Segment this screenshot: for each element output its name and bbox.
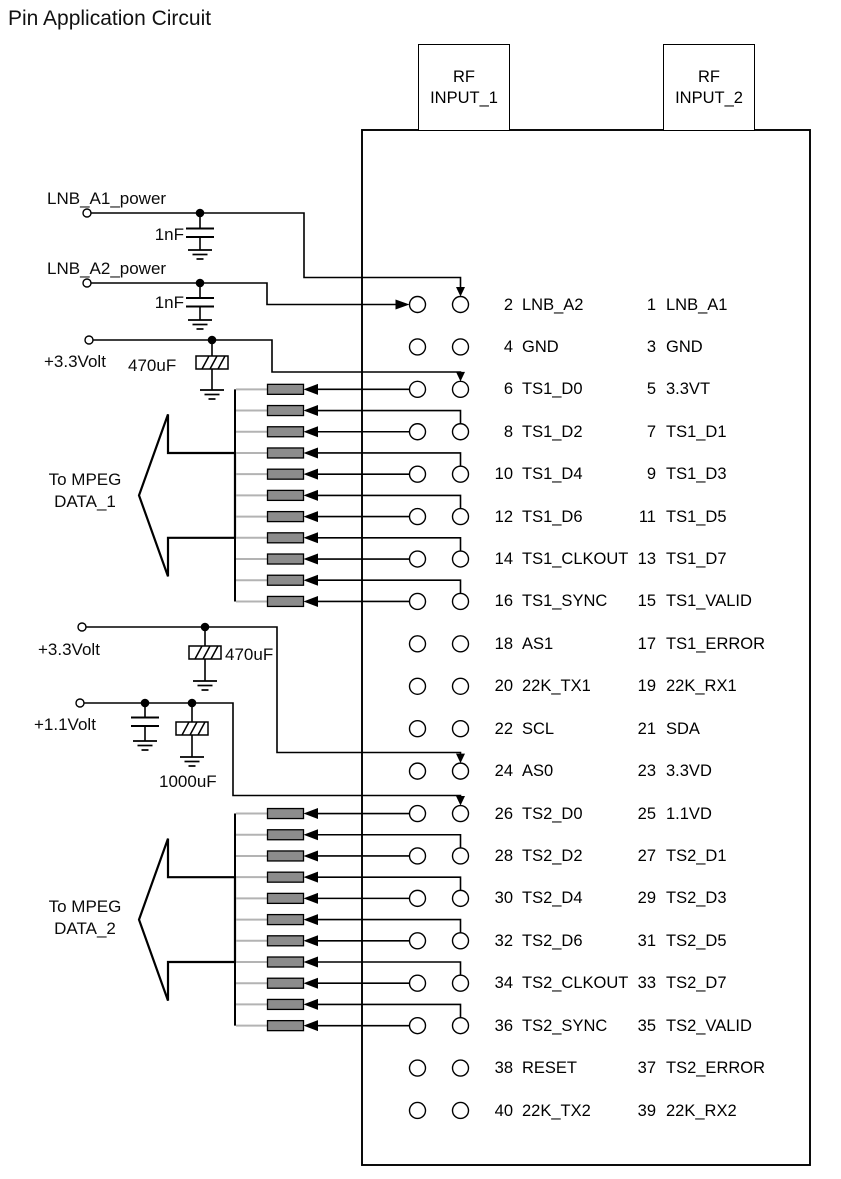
arrowhead-left-icon <box>304 978 319 989</box>
mpeg-data-1-line1: To MPEG <box>48 470 122 489</box>
cap-value-1nf-b: 1nF <box>154 293 184 312</box>
cap-value-1nf-a: 1nF <box>154 225 184 244</box>
pin-number: 39 <box>637 1101 656 1120</box>
signal-wire <box>318 411 461 424</box>
mpeg-data-2-line2: DATA_2 <box>54 919 116 938</box>
pin-number: 5 <box>646 380 656 399</box>
pin-number: 35 <box>637 1016 656 1035</box>
rf-input-2-box <box>663 44 755 131</box>
pin-circle <box>453 890 469 906</box>
pin-number: 3 <box>646 337 656 356</box>
pin-name: GND <box>666 337 703 356</box>
pin-circle <box>410 466 426 482</box>
pin-circle <box>453 424 469 440</box>
lnb-a1-power-label: LNB_A1_power <box>47 189 167 208</box>
pin-circle <box>410 806 426 822</box>
pin-name: TS1_D5 <box>666 507 727 526</box>
arrowhead-left-icon <box>304 575 319 586</box>
pin-circle <box>410 551 426 567</box>
resistor <box>268 1021 304 1031</box>
pin-number: 20 <box>494 677 513 696</box>
pin-name: 1.1VD <box>666 804 712 823</box>
pin-name: TS1_CLKOUT <box>522 550 629 568</box>
pin-name: TS2_CLKOUT <box>522 974 629 993</box>
pin-name: TS1_D6 <box>522 507 583 526</box>
signal-wire <box>318 920 461 933</box>
signal-wire <box>318 538 461 551</box>
pin-circle <box>410 721 426 737</box>
v33-mid-label: +3.3Volt <box>38 640 100 659</box>
arrowhead-left-icon <box>304 829 319 840</box>
resistor <box>268 575 304 585</box>
pin-number: 30 <box>494 889 513 908</box>
signal-wire <box>318 962 461 975</box>
pin-circle <box>453 339 469 355</box>
resistor <box>268 957 304 967</box>
arrowhead-left-icon <box>304 893 319 904</box>
pin-number: 19 <box>637 677 656 696</box>
pin-number: 11 <box>638 507 656 526</box>
resistor <box>268 533 304 543</box>
rf-input-1-box <box>418 44 510 131</box>
signal-wire <box>318 1004 461 1017</box>
pin-name: TS2_D4 <box>522 889 583 908</box>
pin-circle <box>453 678 469 694</box>
pin-number: 12 <box>494 507 513 526</box>
pin-circle <box>453 509 469 525</box>
cap-value-470uf-mid: 470uF <box>225 645 274 664</box>
pin-name: 3.3VD <box>666 762 712 781</box>
arrowhead-left-icon <box>304 808 319 819</box>
pin-number: 24 <box>494 762 513 781</box>
arrowhead-left-icon <box>304 999 319 1010</box>
signal-wire <box>318 877 461 890</box>
pin-circle <box>410 678 426 694</box>
arrowhead-left-icon <box>304 872 319 883</box>
pin-circle <box>410 297 426 313</box>
pin-name: TS2_D5 <box>666 931 727 950</box>
resistor <box>268 915 304 925</box>
pin-name: LNB_A2 <box>522 295 584 314</box>
pin-number: 36 <box>494 1016 513 1035</box>
pin-name: 22K_RX1 <box>666 677 737 696</box>
pin-circle <box>453 806 469 822</box>
resistor <box>268 596 304 606</box>
mpeg-data-1-label <box>33 469 137 513</box>
mpeg-data-1-arrow <box>139 414 235 576</box>
arrowhead-down-icon <box>456 372 465 382</box>
resistor <box>268 512 304 522</box>
resistor <box>268 999 304 1009</box>
pin-circle <box>453 381 469 397</box>
arrowhead-left-icon <box>304 490 319 501</box>
pin-number: 18 <box>494 634 513 653</box>
mpeg-data-2-arrow <box>139 839 235 1001</box>
arrowhead-left-icon <box>304 447 319 458</box>
pin-name: TS2_SYNC <box>522 1016 608 1035</box>
pin-number: 14 <box>494 550 513 568</box>
pin-name: TS2_D2 <box>522 847 583 865</box>
pin-number: 9 <box>646 465 656 484</box>
arrowhead-left-icon <box>304 914 319 925</box>
pin-number: 2 <box>503 295 513 314</box>
arrowhead-left-icon <box>304 850 319 861</box>
pin-name: 22K_TX2 <box>522 1101 591 1120</box>
pin-name: TS1_D2 <box>522 422 583 441</box>
pin-circle <box>453 763 469 779</box>
pin-name: 3.3VT <box>666 380 711 399</box>
resistor <box>268 809 304 819</box>
pin-name: TS1_VALID <box>666 592 752 611</box>
rf-input-1-line2: INPUT_1 <box>430 88 498 107</box>
arrowhead-left-icon <box>304 469 319 480</box>
resistor <box>268 893 304 903</box>
pin-circle <box>410 890 426 906</box>
pin-number: 6 <box>503 380 513 399</box>
pin-name: TS1_ERROR <box>666 634 766 653</box>
pin-circle <box>453 297 469 313</box>
arrowhead-left-icon <box>304 1020 319 1031</box>
pin-number: 32 <box>494 931 513 950</box>
pin-number: 8 <box>503 422 513 441</box>
resistor <box>268 490 304 500</box>
mpeg-data-2-line1: To MPEG <box>48 897 122 916</box>
pin-number: 4 <box>503 337 513 356</box>
pin-number: 40 <box>494 1101 513 1120</box>
terminal-circle <box>76 699 84 707</box>
mpeg-data-2-label <box>33 896 137 940</box>
pin-name: TS2_D7 <box>666 974 727 993</box>
mpeg-data-1-line2: DATA_1 <box>54 492 116 511</box>
pin-circle <box>453 466 469 482</box>
pin-number: 17 <box>637 634 656 653</box>
signal-wire <box>318 835 461 848</box>
pin-number: 27 <box>637 847 656 865</box>
pin-number: 16 <box>494 592 513 611</box>
pin-name: TS2_ERROR <box>666 1059 766 1078</box>
pin-name: TS1_D7 <box>666 550 727 568</box>
pin-name: 22K_TX1 <box>522 677 591 696</box>
pin-name: AS1 <box>522 634 554 653</box>
pin-name: TS1_D3 <box>666 465 727 484</box>
terminal-circle <box>78 623 86 631</box>
pin-number: 37 <box>637 1059 656 1078</box>
signal-wire <box>318 495 461 508</box>
pin-number: 38 <box>494 1059 513 1078</box>
arrowhead-left-icon <box>304 384 319 395</box>
arrowhead-right-icon <box>396 300 410 310</box>
pin-circle <box>410 933 426 949</box>
pin-circle <box>410 636 426 652</box>
pin-circle <box>410 339 426 355</box>
v33-top-label: +3.3Volt <box>44 352 106 371</box>
arrowhead-left-icon <box>304 596 319 607</box>
pin-number: 28 <box>494 847 513 865</box>
pin-circle <box>453 933 469 949</box>
resistor <box>268 554 304 564</box>
pin-name: TS2_D1 <box>666 847 727 865</box>
pin-number: 15 <box>637 592 656 611</box>
arrowhead-left-icon <box>304 426 319 437</box>
pin-circle <box>453 721 469 737</box>
pin-circle <box>410 1060 426 1076</box>
resistor <box>268 978 304 988</box>
arrowhead-left-icon <box>304 935 319 946</box>
pin-circle <box>453 593 469 609</box>
pin-circle <box>410 381 426 397</box>
resistor <box>268 406 304 416</box>
pin-number: 23 <box>637 762 656 781</box>
rf-input-2-line2: INPUT_2 <box>675 88 743 107</box>
pin-circle <box>410 593 426 609</box>
pin-circle <box>453 975 469 991</box>
pin-number: 25 <box>637 804 656 823</box>
pin-number: 22 <box>494 719 513 738</box>
terminal-circle <box>83 209 91 217</box>
resistor <box>268 830 304 840</box>
rf-input-1-line1: RF <box>453 67 475 86</box>
resistor <box>268 936 304 946</box>
pin-name: TS2_D3 <box>666 889 727 908</box>
arrowhead-left-icon <box>304 405 319 416</box>
signal-wire <box>318 453 461 466</box>
pin-number: 10 <box>494 465 513 484</box>
resistor <box>268 384 304 394</box>
resistor <box>268 448 304 458</box>
cap-value-1000uf: 1000uF <box>159 772 217 791</box>
pin-name: TS1_D0 <box>522 380 583 399</box>
pin-name: RESET <box>522 1059 578 1078</box>
pin-name: LNB_A1 <box>666 295 728 314</box>
pin-number: 31 <box>637 931 656 950</box>
pin-number: 26 <box>494 804 513 823</box>
arrowhead-left-icon <box>304 957 319 968</box>
page-title: Pin Application Circuit <box>8 7 212 30</box>
pin-name: GND <box>522 337 559 356</box>
pin-number: 1 <box>646 295 656 314</box>
pin-circle <box>410 424 426 440</box>
pin-number: 33 <box>637 974 656 993</box>
pin-circle <box>453 636 469 652</box>
pin-circle <box>410 1018 426 1034</box>
pin-circle <box>410 1102 426 1118</box>
resistor <box>268 872 304 882</box>
resistor <box>268 427 304 437</box>
pin-name: SDA <box>666 719 700 738</box>
lnb-a2-power-label: LNB_A2_power <box>47 259 167 278</box>
arrowhead-down-icon <box>456 287 465 297</box>
pin-circle <box>410 509 426 525</box>
pin-circle <box>410 975 426 991</box>
pin-name: AS0 <box>522 762 554 781</box>
cap-value-470uf-top: 470uF <box>128 356 177 375</box>
terminal-circle <box>85 336 93 344</box>
pin-name: TS1_SYNC <box>522 592 608 611</box>
arrowhead-left-icon <box>304 511 319 522</box>
arrowhead-down-icon <box>456 754 465 764</box>
rf-input-2-line1: RF <box>698 67 720 86</box>
pin-name: TS2_VALID <box>666 1016 752 1035</box>
arrowhead-left-icon <box>304 532 319 543</box>
pin-number: 21 <box>637 719 656 738</box>
pin-number: 29 <box>637 889 656 908</box>
pin-circle <box>410 763 426 779</box>
pin-number: 34 <box>494 974 513 993</box>
pin-number: 7 <box>646 422 656 441</box>
pin-name: SCL <box>522 719 555 738</box>
resistor <box>268 851 304 861</box>
v11-label: +1.1Volt <box>34 715 96 734</box>
pin-name: TS1_D4 <box>522 465 583 484</box>
pin-circle <box>453 1018 469 1034</box>
pin-circle <box>453 1102 469 1118</box>
pin-name: 22K_RX2 <box>666 1101 737 1120</box>
pin-circle <box>453 848 469 864</box>
pin-name: TS2_D6 <box>522 931 583 950</box>
signal-wire <box>318 580 461 593</box>
pin-name: TS1_D1 <box>666 422 727 441</box>
pin-circle <box>453 1060 469 1076</box>
pin-circle <box>453 551 469 567</box>
pin-circle <box>410 848 426 864</box>
pin-number: 13 <box>637 550 656 568</box>
arrowhead-down-icon <box>456 796 465 806</box>
arrowhead-left-icon <box>304 554 319 565</box>
pin-name: TS2_D0 <box>522 804 583 823</box>
resistor <box>268 469 304 479</box>
terminal-circle <box>83 279 91 287</box>
